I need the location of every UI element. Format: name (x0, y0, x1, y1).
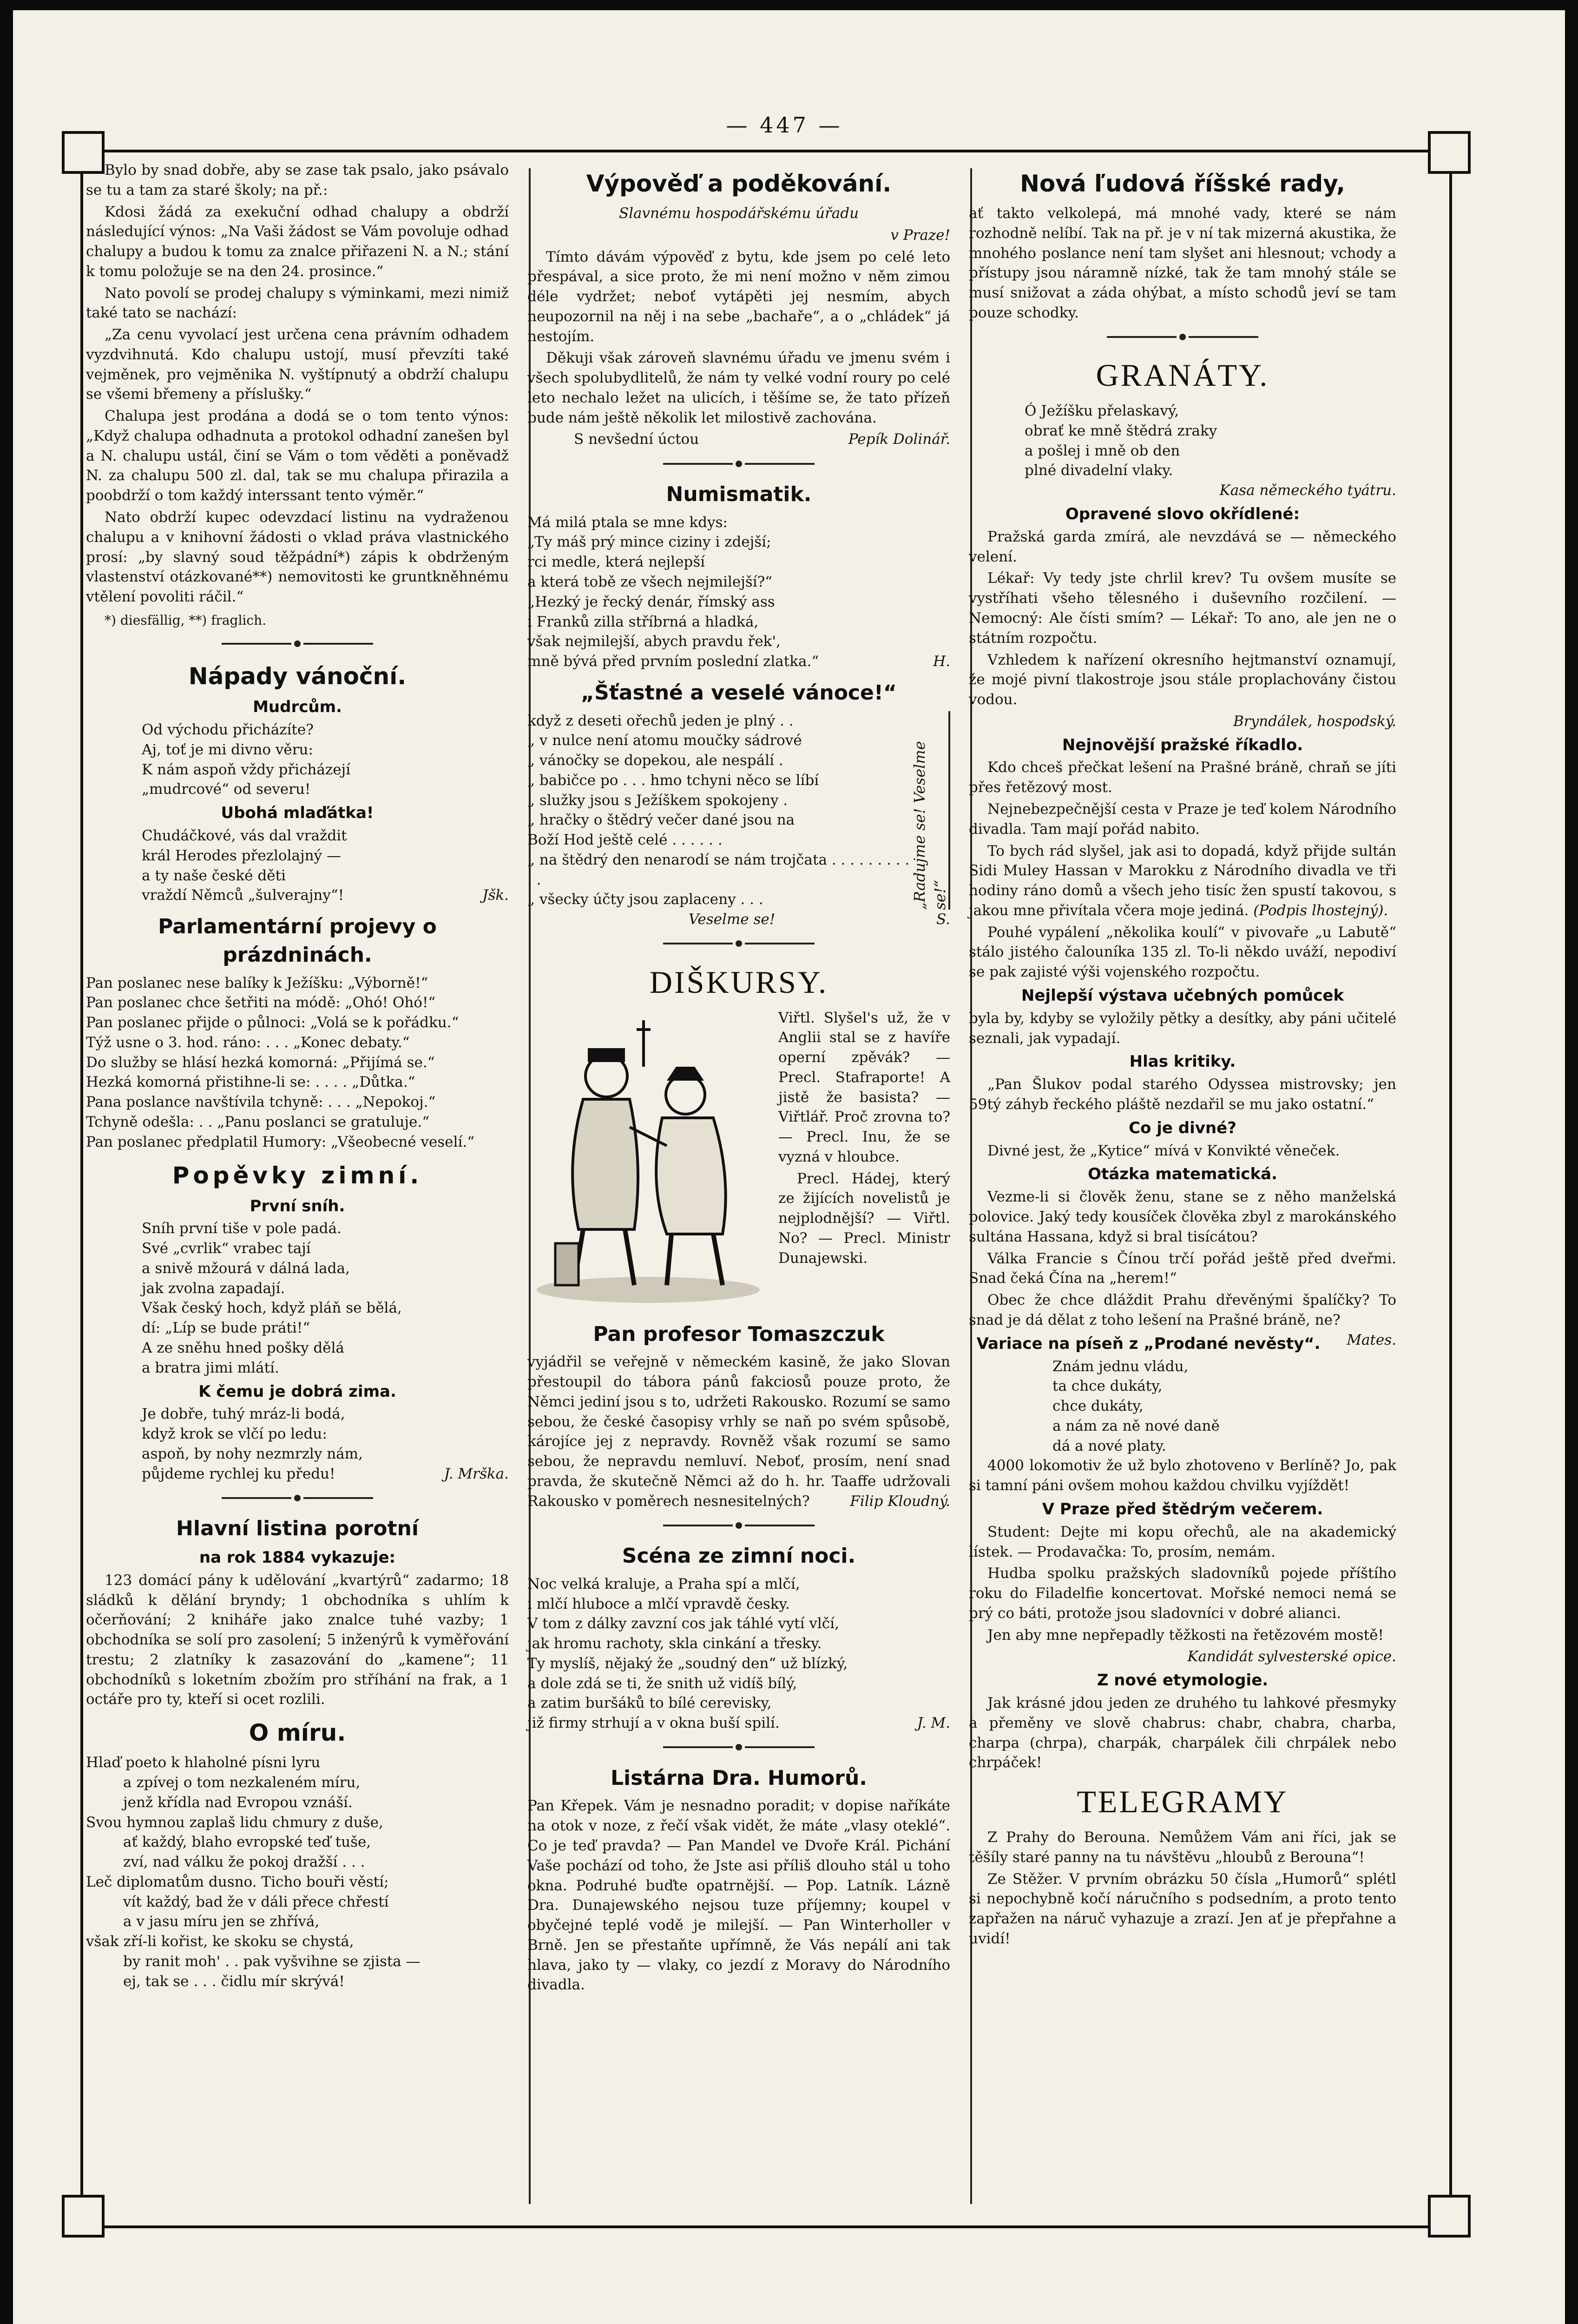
verse-line: však nejmilejší, abych pravdu řek', (527, 633, 781, 650)
list-item: „ babičce po . . . hmo tchyni něco se líbí (527, 772, 819, 789)
listarna-text: Pan Křepek. Vám je nesnadno poradit; v dopise naříkáte na otok v noze, z řečí však vidět, že máte „vlasy oteklé“. Co je teď pravda? — Pan Mandel ve Dvoře Král. Pichání Vaše pochází od toho, že Jste asi příliš dlouho stál u toho okna. Podruhé buďte opatrnější. — Pop. Latník. Lázně Dra. Dunajewského nejsou tuze příjemny; koupel v obyčejné teplé vodě je milejší. — Pan Winterholler v Brně. Jen se přestaňte upřímně, že Vás nepálí ani tak hlava, jako ty — vlaky, co jezdí z Moravy do Národního divadla. (527, 1797, 950, 1994)
verse-line: však zří-li kořist, ke skoku se chystá, (86, 1933, 354, 1950)
verse-line: obrať ke mně štědrá zraky (1025, 422, 1217, 439)
verse-line: by ranit moh' . . pak vyšvihne se zjista — (123, 1953, 421, 1970)
subheading-rikadlo: Nejnovější pražské říkadlo. (1062, 735, 1303, 754)
subheading-kritiky: Hlas kritiky. (1129, 1052, 1236, 1071)
list-item: „ v nulce není atomu moučky sádrové (527, 732, 802, 749)
item-text: Jen aby mne nepřepadly těžkosti na řetězovém mostě! (987, 1626, 1384, 1644)
list-item: Pana poslance navštívila tchyně: . . . „Nepokoj.“ (86, 1094, 436, 1111)
section-title-stastne: „Šťastné a veselé vánoce!“ (581, 680, 897, 705)
item-text: Divné jest, že „Kytice“ mívá v Konvikté věneček. (987, 1142, 1340, 1159)
signature: Kandidát sylvesterské opice. (1187, 1648, 1396, 1665)
vypoved-paragraph: Tímto dávám výpověď z bytu, kde jsem po celé leto přespával, a sice proto, že mi není možno v něm zimou déle vydržet; neboť vytápěti jej nesmím, abych neupozornil na něj i na sebe „bachaře“, a o „chládek“ já nestojím. (527, 248, 950, 345)
verse-line: a v jasu míru jen se zhřívá, (123, 1913, 320, 1930)
diskursy-dialogue: Viřtl. Slyšel's už, že v Anglii stal se z havíře operní zpěvák? — Precl. Stafraporte! A jistě že basista? — Viřtlář. Proč zrovna to? — Precl. Inu, že se vyzná v hloubce. (778, 1009, 950, 1165)
verse-line: půjdeme rychlej ku předu! J. Mrška. (142, 1464, 509, 1484)
verse-line: již firmy strhují a v okna buší spilí. J. M. (527, 1713, 950, 1733)
verse-line: jenž křídla nad Evropou vznáší. (123, 1794, 353, 1811)
list-item: „ služky jsou s Ježíškem spokojeny . (527, 792, 788, 809)
diskursy-dialogue: Precl. Hádej, který ze žijících novelistů je nejplodnější? — Viřtl. No? — Precl. Ministr Dunajewski. (778, 1170, 950, 1267)
signature: Jšk. (482, 887, 509, 904)
column-right (969, 160, 1396, 1951)
reduta-text: ať takto velkolepá, má mnohé vady, které se nám rozhodně nelíbí. Tak na př. je v ní tak mizerná akustika, že mnohého poslance není tam slyšet ani hlesnout; vchody a přístupy jsou náramně nízké, tak že tam mnohý stále se musí snižovat a záda ohýbat, a místo schodů jeví se tam pouze schodky. (969, 205, 1396, 321)
verse-line: K nám aspoň vždy přicházejí (142, 761, 351, 778)
separator (527, 1515, 950, 1535)
section-title-tomaszczuk: Pan profesor Tomaszczuk (593, 1322, 885, 1346)
item-text: Obec že chce dláždit Prahu dřevěnými špalíčky? To snad je dá dělat z toho lešení na Prašné bráně, ne? Mates. (969, 1292, 1396, 1348)
separator (969, 327, 1396, 347)
verse-line: Od východu přicházíte? (142, 721, 314, 739)
section-title-parlament: Parlamentární projevy o prázdninách. (158, 915, 437, 967)
verse-line: dá a nové platy. (1052, 1437, 1166, 1454)
poem-mladatka (86, 826, 509, 905)
cartoon-figures-icon (527, 1011, 769, 1308)
subheading-divne: Co je divné? (1129, 1118, 1236, 1137)
section-title-numismatik: Numismatik. (666, 482, 812, 506)
section-title-scena: Scéna ze zimní noci. (622, 1544, 856, 1568)
item-text: „Pan Šlukov podal starého Odyssea mistrovsky; jen 59tý záhyb řeckého pláště nezdařil se mu jako ostatní.“ (969, 1076, 1396, 1113)
verse-line: Své „cvrlik“ vrabec tají (142, 1240, 311, 1257)
item-text: Nejnebezpečnější cesta v Praze je teď kolem Národního divadla. Tam mají pořád nabito. (969, 801, 1396, 838)
vypoved-paragraph: Děkuji však zároveň slavnému úřadu ve jmenu svém i všech spolubydlitelů, že nám ty velké vodní roury po celé leto nechalo ležet na ulicích, i těšíme se, že tato přízeň bude nám ještě několik let milostivě zachována. (527, 350, 950, 426)
verse-line: Však český hoch, když pláň se bělá, (142, 1300, 402, 1317)
item-text: To bych rád slyšel, jak asi to dopadá, když přijde sultán Sidi Muley Hassan v Marokku z Národního divadla ve tři hodiny ráno domů a všech jeho tisíc žen spustí takovou, s jakou mne přivítala včera moje jediná. (Podpis lhostejný). (969, 842, 1396, 919)
subheading-mudrcum: Mudrcům. (253, 698, 342, 717)
verse-line: a snivě mžourá v dálná lada, (142, 1260, 350, 1277)
item-text: Jak krásné jdou jeden ze druhého tu lahkové přesmyky a přeměny ve slově chabrus: chabr, chabra, charba, charpa (chrpa), charpák, charpálek čili chrpálek nebo chrpáček! (969, 1695, 1396, 1771)
intro-paragraph: Nato obdrží kupec odevzdací listinu na vydraženou chalupu a v knihovní žádosti o vklad práva vlastnického prosí: „by slavný soud těžpádní*) zápis k obdrženým vlastenství otázkované**) nemovitosti ke gruntkněhnému vtělení povoliti ráčil.“ (86, 509, 509, 606)
verse-line: rci medle, která nejlepší (527, 554, 705, 571)
verse-line: a pošlej i mně ob den (1025, 442, 1180, 459)
verse-line: plné divadelní vlaky. (1025, 462, 1173, 479)
verse-line: Je dobře, tuhý mráz-li bodá, (142, 1406, 345, 1423)
item-text: Lékař: Vy tedy jste chrlil krev? Tu ovšem musíte se vystříhati všeho tělesného i duševního rozčilení. — Nemocný: Ale čísti smím? — Lékař: To ano, ale jen ne o státním rozpočtu. (969, 570, 1396, 647)
section-title-popevky: Popěvky zimní. (172, 1162, 423, 1189)
verse-line: a ty naše české děti (142, 867, 286, 884)
verse-line: Ó Ježíšku přelaskavý, (1025, 403, 1179, 420)
verse-line: „mudrcové“ od severu! (142, 781, 311, 798)
verse-line: Hlaď poeto k hlaholné písni lyru (86, 1754, 321, 1771)
section-title-listina: Hlavní listina porotní (176, 1517, 419, 1541)
side-caption: „Radujme se! Veselme se!“ (910, 740, 949, 910)
verse-line: i mlčí hluboce a mlčí vpravdě česky. (527, 1595, 790, 1612)
tomaszczuk-text: vyjádřil se veřejně v německém kasině, že jako Slovan přestoupil do tábora pánů fakciosů pouze proto, že Němci jediní jsou s to, udržeti Rakousko. Rozumí se samo sebou, že české časopisy vrhly se naň po svém spůsobě, károjíce jej z nepravdy. Rovněž však rozumí se samo sebou, že nepravdu nemluví. Neboť, prosím, není snad pravda, že skutečně Němci až do h. hr. Taaffe udržovali Rakousko v poměrech nesnesitelných? Filip Kloudný. (527, 1353, 950, 1510)
item-text: Vzhledem k nařízení okresního hejtmanství oznamují, že mojé pivní tlakostroje jsou stále proplachovány čistou vodou. (969, 651, 1396, 708)
corner-ornament-top-right (1428, 131, 1471, 174)
page-number: — 447 — (726, 112, 843, 138)
list-item: Boží Hod ještě celé . . . . . . (527, 832, 723, 849)
list-item: Pan poslanec přijde o půlnoci: „Volá se k pořádku.“ (86, 1014, 459, 1031)
list-item: Týž usne o 3. hod. ráno: . . . „Konec debaty.“ (86, 1034, 410, 1051)
subheading-opravene: Opravené slovo okřídlené: (1065, 505, 1300, 524)
separator (527, 933, 950, 953)
signature: H. (933, 653, 950, 670)
verse-line: ať každý, blaho evropské teď tuše, (123, 1834, 371, 1851)
signature: Bryndálek, hospodský. (1233, 713, 1396, 730)
verse-line: Chudáčkové, vás dal vraždit (142, 827, 347, 845)
corner-ornament-bottom-right (1428, 2195, 1471, 2238)
verse-line: dí: „Líp se bude práti!“ (142, 1320, 310, 1337)
list-item: Hezká komorná přistihne-li se: . . . . „Důtka.“ (86, 1074, 415, 1091)
subheading-etymologie: Z nové etymologie. (1097, 1671, 1269, 1690)
poem-omiru (86, 1753, 509, 1991)
signature: Kasa německého tyátru. (1219, 482, 1396, 499)
separator (527, 453, 950, 473)
verse-line: ej, tak se . . . čidlu mír skrývá! (123, 1973, 345, 1990)
verse-line: Leč diplomatům dusno. Ticho bouři věstí; (86, 1873, 389, 1890)
verse-line: a zpívej o tom nezkaleném míru, (123, 1774, 361, 1791)
cartoon-illustration (527, 1011, 769, 1308)
poem-scena (527, 1574, 950, 1733)
signature: J. Mrška. (444, 1465, 509, 1482)
verse-line: Aj, toť je mi divno věru: (142, 741, 313, 758)
list-item: Tchyně odešla: . . „Panu poslanci se gratuluje.“ (86, 1113, 430, 1130)
stastne-closing: Veselme se! S. (688, 911, 950, 928)
subheading-vecer: V Praze před štědrým večerem. (1042, 1499, 1323, 1519)
poem-prvni-snih (86, 1219, 509, 1378)
verse-line: mně bývá před prvním poslední zlatka.“ H. (527, 652, 950, 672)
verse-line: a bratra jimi mlátí. (142, 1359, 279, 1376)
verse-line: jak zvolna zapadají. (142, 1280, 285, 1297)
listina-text: 123 domácí pány k udělování „kvartýrů“ zadarmo; 18 sládků k dělání bryndy; 1 obchodníka s uhlím k očerňování; 2 kniháře jako znalce tuhé vazby; 1 obchodníka se solí pro zasolení; 5 inženýrů k vyměřování trestu; 2 zlatníky k zasazování do „kamene“; 11 obchodníků s loketním zbožím pro stříhání na frak, a 1 octáře pro ty, kteří si ocet rozlili. (86, 1571, 509, 1708)
item-text: Vezme-li si člověk ženu, stane se z něho manželská polovice. Jaký tedy kousíček člověka zbyl z marokánského sultána Hassana, když si bral tisícátou? (969, 1188, 1396, 1245)
list-item: „ hračky o štědrý večer dané jsou na (527, 812, 795, 829)
separator (86, 633, 509, 653)
list-item: „ všecky účty jsou zaplaceny . . . (527, 891, 763, 908)
list-item: „ na štědrý den nenarodí se nám trojčata . . . . . . . . . . . (527, 851, 910, 888)
item-text: Kdo chceš přečkat lešení na Prašné bráně, chraň se jíti přes řetězový most. (969, 759, 1396, 796)
item-text: byla by, kdyby se vyložily pětky a desítky, aby páni učitelé seznali, jak vypadají. (969, 1010, 1396, 1047)
item-text: Pouhé vypálení „několika koulí“ v pivovaře „u Labutě“ stálo jistého čalouníka 135 zl. To-li někdo uváží, nepodiví se pak zajisté výši vojenského rozpočtu. (969, 924, 1396, 981)
vypoved-signoff: S nevšední úctou Pepík Dolinář. (574, 431, 950, 448)
poem-numismatik (527, 513, 950, 672)
list-item: Pan poslanec nese balíky k Ježíšku: „Výborně!“ (86, 974, 428, 991)
section-title-granaty: GRANÁTY. (1096, 357, 1269, 393)
section-title-vypoved: Výpověď a poděkování. (586, 170, 892, 197)
intro-paragraph: Kdosi žádá za exekuční odhad chalupy a obdrží následující výnos: „Na Vaši žádost se Vám povoluje odhad chalupy a budou k tomu za znalce přiřazeni N. a N.; stání k tomu položuje se na den 24. prosince.“ (86, 203, 509, 280)
intro-paragraph: Bylo by snad dobře, aby se zase tak psalo, jako psávalo se tu a tam za staré školy; na př.: (86, 162, 509, 198)
verse-line: chce dukáty, (1052, 1398, 1144, 1415)
item-text: Hudba spolku pražských sladovníků pojede příštího roku do Filadelfie koncertovat. Mořské nemoci nemá se prý co báti, protože jsou sladovníci v dobré alianci. (969, 1565, 1396, 1622)
subheading-prvni-snih: První sníh. (250, 1196, 345, 1215)
subheading-matematika: Otázka matematická. (1088, 1165, 1277, 1184)
list-item: Pan poslanec chce šetřiti na módě: „Ohó! Ohó!“ (86, 994, 436, 1011)
telegram-text: Z Prahy do Berouna. Nemůžem Vám ani říci, jak se těšíly staré panny na tu návštěvu „hloubů z Berouna“! (969, 1829, 1396, 1866)
verse-line: „Ty máš prý mince ciziny i zdejší; (527, 534, 771, 551)
verse-line: jak hromu rachoty, skla cinkání a třesky. (527, 1635, 822, 1652)
verse-line: a která tobě ze všech nejmilejší?“ (527, 573, 773, 590)
section-title-reduta: Nová ľudová říšské rady, (1020, 170, 1345, 197)
intro-paragraph: Nato povolí se prodej chalupy s výminkami, mezi nimiž také tato se nachází: (86, 284, 509, 322)
column-middle (527, 160, 950, 1997)
verse-line: zví, nad válku že pokoj dražší . . . (123, 1854, 365, 1871)
signature: J. M. (917, 1715, 950, 1732)
verse-line: A ze sněhu hned pošky dělá (142, 1340, 344, 1356)
verse-line: Noc velká kraluje, a Praha spí a mlčí, (527, 1575, 800, 1592)
poem-granaty (969, 401, 1396, 481)
item-text: Pražská garda zmírá, ale nevzdává se — německého velení. (969, 528, 1396, 565)
verse-line: a dole zdá se ti, že snith už vidíš bílý, (527, 1675, 797, 1692)
item-text: 4000 lokomotiv že už bylo zhotoveno v Berlíně? Jo, pak si tamní páni ovšem mohou každou chvilku vyjíždět! (969, 1457, 1396, 1494)
list-item: když z deseti ořechů jeden je plný . . (527, 712, 794, 729)
telegram-text: Ze Stěžer. V prvním obrázku 50 čísla „Humorů“ splétl si nepochybně kočí náručního s podsedním, a proto tento zapřažen na náruč vyhazuje a zrazí. Jen ať je přepřahne a uvidí! (969, 1870, 1396, 1947)
poem-mudrcum (86, 720, 509, 799)
stastne-list (527, 711, 950, 910)
intro-paragraph: Chalupa jest prodána a dodá se o tom tento výnos: „Když chalupa odhadnuta a protokol odhadní zanešen byl a N. chalupu ustál, činí se Vám o tom věděti a poněvadž N. za chalupu 500 zl. dal, tak se mu chalupa přirazila a poobdrží o tom každý interssant tento výměr.“ (86, 408, 509, 504)
subheading-mladatka: Ubohá mlaďátka! (221, 804, 374, 823)
list-item: Do služby se hlásí hezká komorná: „Přijímá se.“ (86, 1054, 435, 1071)
subheading-zima: K čemu je dobrá zima. (198, 1382, 396, 1401)
section-title-omiru: O míru. (249, 1719, 346, 1747)
section-title-telegramy: TELEGRAMY (1077, 1784, 1289, 1820)
separator (86, 1488, 509, 1508)
verse-line: Má milá ptala se mne kdys: (527, 514, 728, 531)
verse-line: aspoň, by nohy nezmrzly nám, (142, 1445, 363, 1462)
verse-line: Ty myslíš, nějaký že „soudný den“ už blízký, (527, 1655, 848, 1672)
verse-line: král Herodes přezlolajný — (142, 847, 341, 864)
parlament-list (86, 973, 509, 1152)
verse-line: Sníh první tiše v pole padá. (142, 1220, 342, 1237)
corner-ornament-bottom-left (62, 2195, 105, 2238)
section-title-diskursy: DIŠKURSY. (649, 964, 828, 1000)
place: v Praze! (890, 226, 950, 244)
intro-paragraph: „Za cenu vyvolací jest určena cena právním odhadem vyzdvihnutá. Kdo chalupu ustojí, musí převzíti také vejměnek, pro vejměnika N. vyštípnutý a obdrží chalupu se všemi břemeny a příslušky.“ (86, 326, 509, 403)
verse-line: i Franků zilla stříbrná a hladká, (527, 613, 759, 630)
poem-variace (969, 1357, 1396, 1456)
list-item: „ vánočky se dopekou, ale nespálí . (527, 752, 783, 769)
addressee: Slavnému hospodářskému úřadu (618, 205, 859, 222)
verse-line: vraždí Němců „šulverajny“! Jšk. (142, 885, 509, 905)
subheading-variace: Variace na píseň z „Prodané nevěsty“. (976, 1334, 1321, 1353)
verse-line: Svou hymnou zaplaš lidu chmury z duše, (86, 1814, 383, 1831)
subheading-vystava: Nejlepší výstava učebných pomůcek (1021, 986, 1344, 1005)
verse-line: když krok se vlčí po ledu: (142, 1426, 327, 1443)
item-text: Student: Dejte mi kopu ořechů, ale na akademický lístek. — Prodavačka: To, prosím, nemám. (969, 1523, 1396, 1560)
poem-zima (86, 1404, 509, 1484)
verse-line: Znám jednu vládu, (1052, 1358, 1189, 1375)
verse-line: a zatim buršáků to bílé cerevisky, (527, 1695, 772, 1712)
footnote: *) diesfällig, **) fraglich. (105, 612, 267, 628)
item-text: Válka Francie s Čínou trčí pořád ještě před dveřmi. Snad čeká Čína na „herem!“ (969, 1250, 1396, 1287)
separator (527, 1737, 950, 1757)
verse-line: a nám za ně nové daně (1052, 1417, 1220, 1434)
section-title-napady: Nápady vánoční. (188, 663, 407, 690)
subheading-listina: na rok 1884 vykazuje: (199, 1548, 396, 1567)
column-left (86, 160, 509, 1991)
verse-line: „Hezký je řecký denár, římský ass (527, 593, 775, 610)
list-item: Pan poslanec předplatil Humory: „Všeobecné veselí.“ (86, 1133, 475, 1150)
section-title-listarna: Listárna Dra. Humorů. (611, 1766, 867, 1790)
verse-line: V tom z dálky zavzní cos jak táhlé vytí vlčí, (527, 1615, 839, 1632)
verse-line: vít každý, bad že v dáli přece chřestí (123, 1893, 389, 1910)
verse-line: ta chce dukáty, (1052, 1378, 1163, 1395)
